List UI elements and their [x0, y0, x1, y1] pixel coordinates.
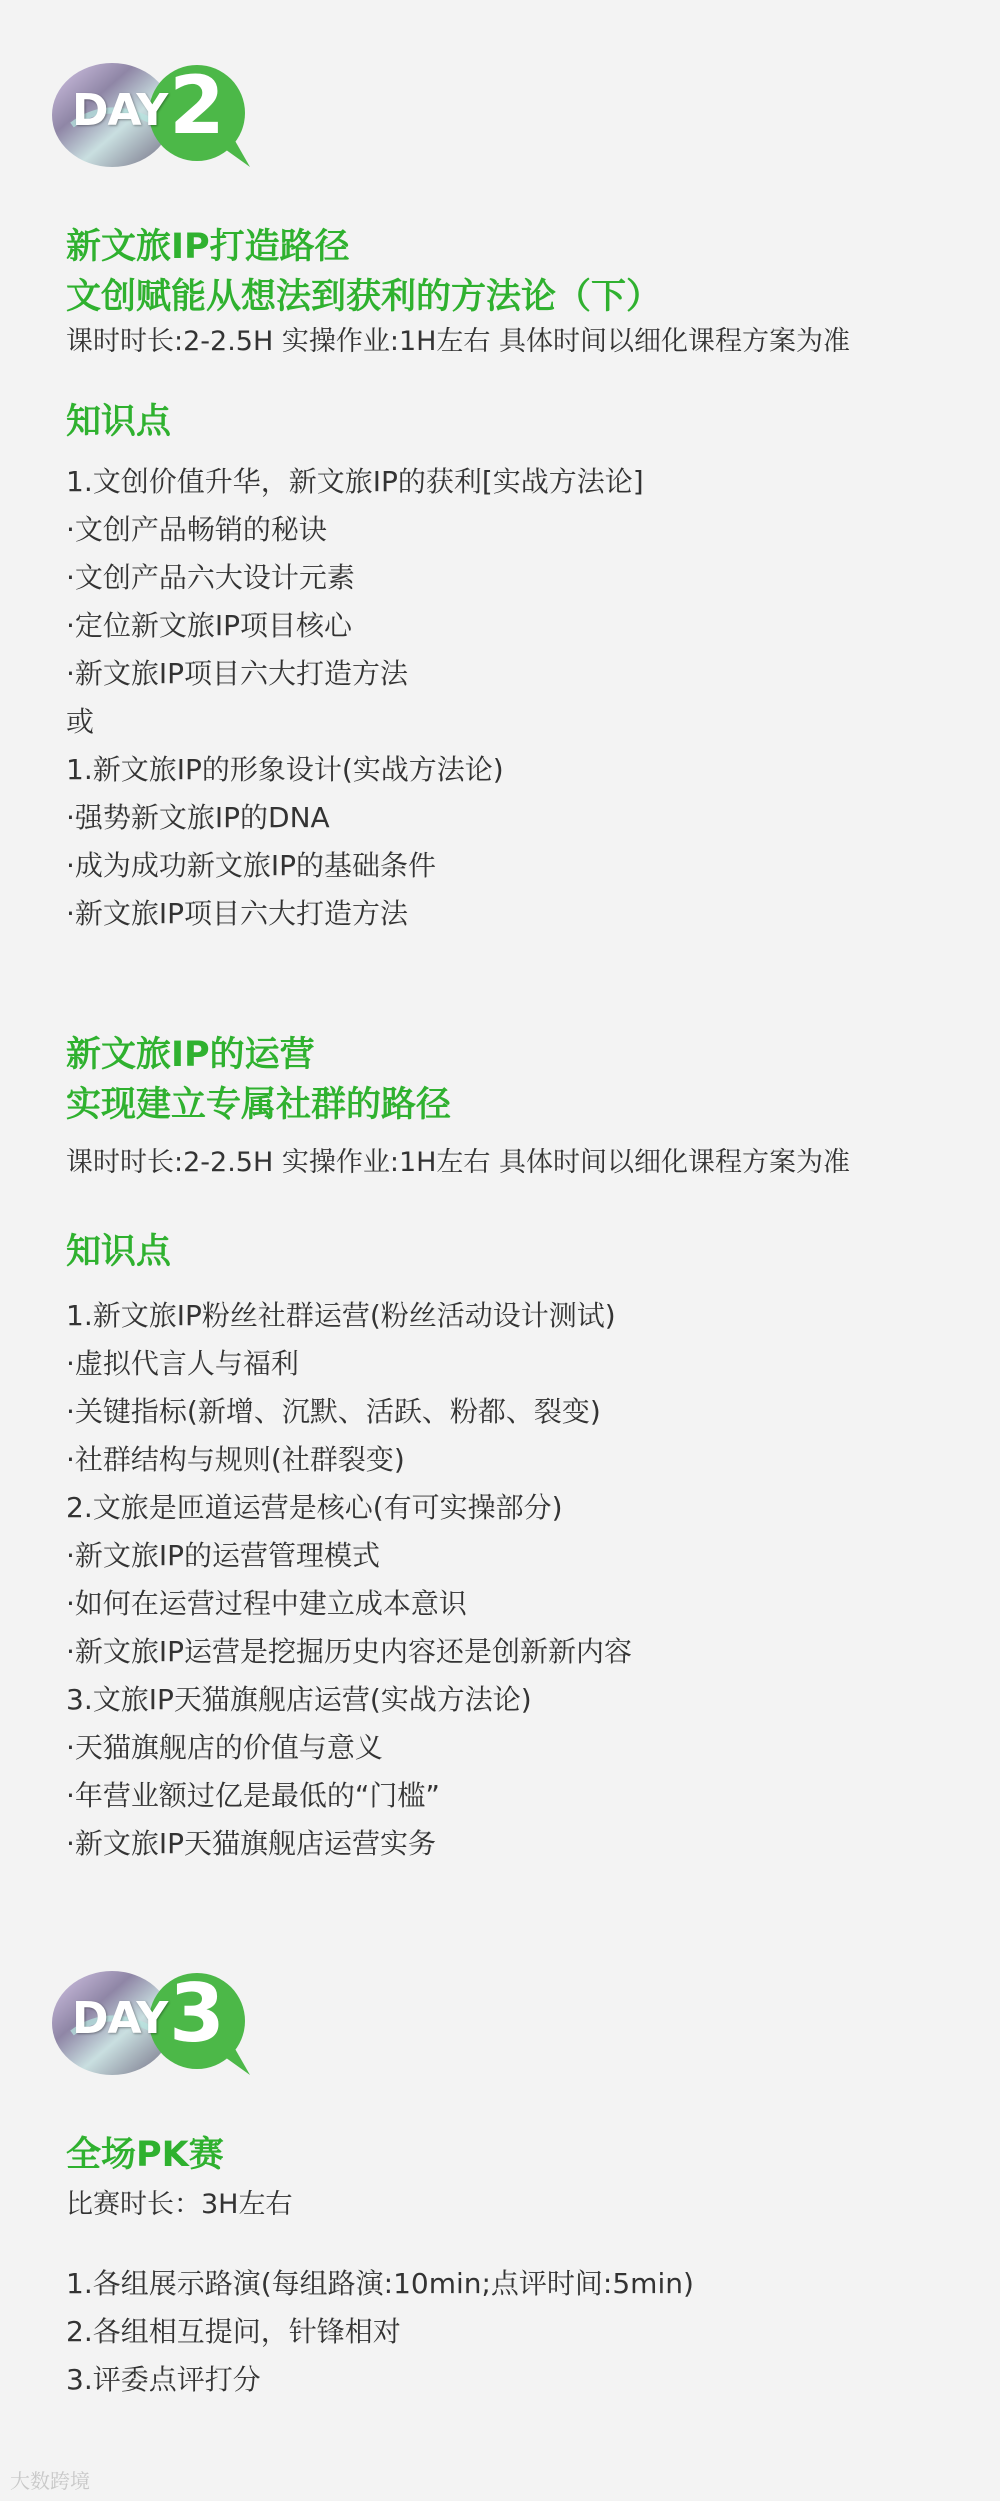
list-item: ·年营业额过亿是最低的“门槛”	[66, 1779, 440, 1812]
list-item: 1.文创价值升华，新文旅IP的获利[实战方法论]	[66, 465, 644, 498]
section-meta: 课时时长:2-2.5H 实操作业:1H左右 具体时间以细化课程方案为准	[66, 1147, 851, 1178]
competition-list	[66, 2260, 694, 2404]
list-item: ·新文旅IP的运营管理模式	[66, 1539, 381, 1572]
list-item: 1.新文旅IP的形象设计(实战方法论)	[66, 753, 504, 786]
list-item: ·新文旅IP项目六大打造方法	[66, 657, 409, 690]
knowledge-heading: 知识点	[66, 402, 172, 442]
list-item: 2.各组相互提问，针锋相对	[66, 2315, 401, 2348]
knowledge-list	[66, 458, 644, 938]
list-item: 或	[66, 705, 95, 738]
list-item: ·文创产品畅销的秘诀	[66, 513, 327, 546]
list-item: ·如何在运营过程中建立成本意识	[66, 1587, 467, 1620]
list-item: 1.新文旅IP粉丝社群运营(粉丝活动设计测试)	[66, 1299, 616, 1332]
section-meta: 比赛时长：3H左右	[66, 2189, 293, 2220]
day-3-badge	[52, 1963, 252, 2083]
list-item: ·定位新文旅IP项目核心	[66, 609, 353, 642]
knowledge-list	[66, 1292, 632, 1868]
list-item: 2.文旅是匝道运营是核心(有可实操部分)	[66, 1491, 563, 1524]
section-title: 全场PK赛	[66, 2135, 224, 2175]
section-title-line2: 实现建立专属社群的路径	[66, 1085, 452, 1125]
list-item: ·强势新文旅IP的DNA	[66, 801, 330, 834]
section-title-line1: 新文旅IP打造路径	[66, 227, 350, 267]
list-item: ·新文旅IP项目六大打造方法	[66, 897, 409, 930]
list-item: 1.各组展示路演(每组路演:10min;点评时间:5min)	[66, 2267, 694, 2300]
list-item: 3.评委点评打分	[66, 2363, 261, 2396]
day-label: DAY	[72, 1993, 168, 2044]
list-item: ·关键指标(新增、沉默、活跃、粉都、裂变)	[66, 1395, 601, 1428]
day-number: 3	[169, 1967, 225, 2060]
list-item: ·天猫旗舰店的价值与意义	[66, 1731, 383, 1764]
list-item: ·新文旅IP运营是挖掘历史内容还是创新新内容	[66, 1635, 633, 1668]
list-item: ·虚拟代言人与福利	[66, 1347, 299, 1380]
day-label: DAY	[72, 85, 168, 136]
day-number: 2	[169, 59, 225, 152]
list-item: ·新文旅IP天猫旗舰店运营实务	[66, 1827, 437, 1860]
section-title-line1: 新文旅IP的运营	[66, 1035, 315, 1075]
knowledge-heading: 知识点	[66, 1232, 172, 1272]
list-item: ·社群结构与规则(社群裂变)	[66, 1443, 405, 1476]
watermark: 大数跨境	[10, 2469, 90, 2493]
section-meta: 课时时长:2-2.5H 实操作业:1H左右 具体时间以细化课程方案为准	[66, 326, 851, 357]
day-2-badge	[52, 55, 252, 175]
section-title-line2: 文创赋能从想法到获利的方法论（下）	[66, 277, 662, 317]
list-item: 3.文旅IP天猫旗舰店运营(实战方法论)	[66, 1683, 532, 1716]
list-item: ·文创产品六大设计元素	[66, 561, 355, 594]
list-item: ·成为成功新文旅IP的基础条件	[66, 849, 437, 882]
